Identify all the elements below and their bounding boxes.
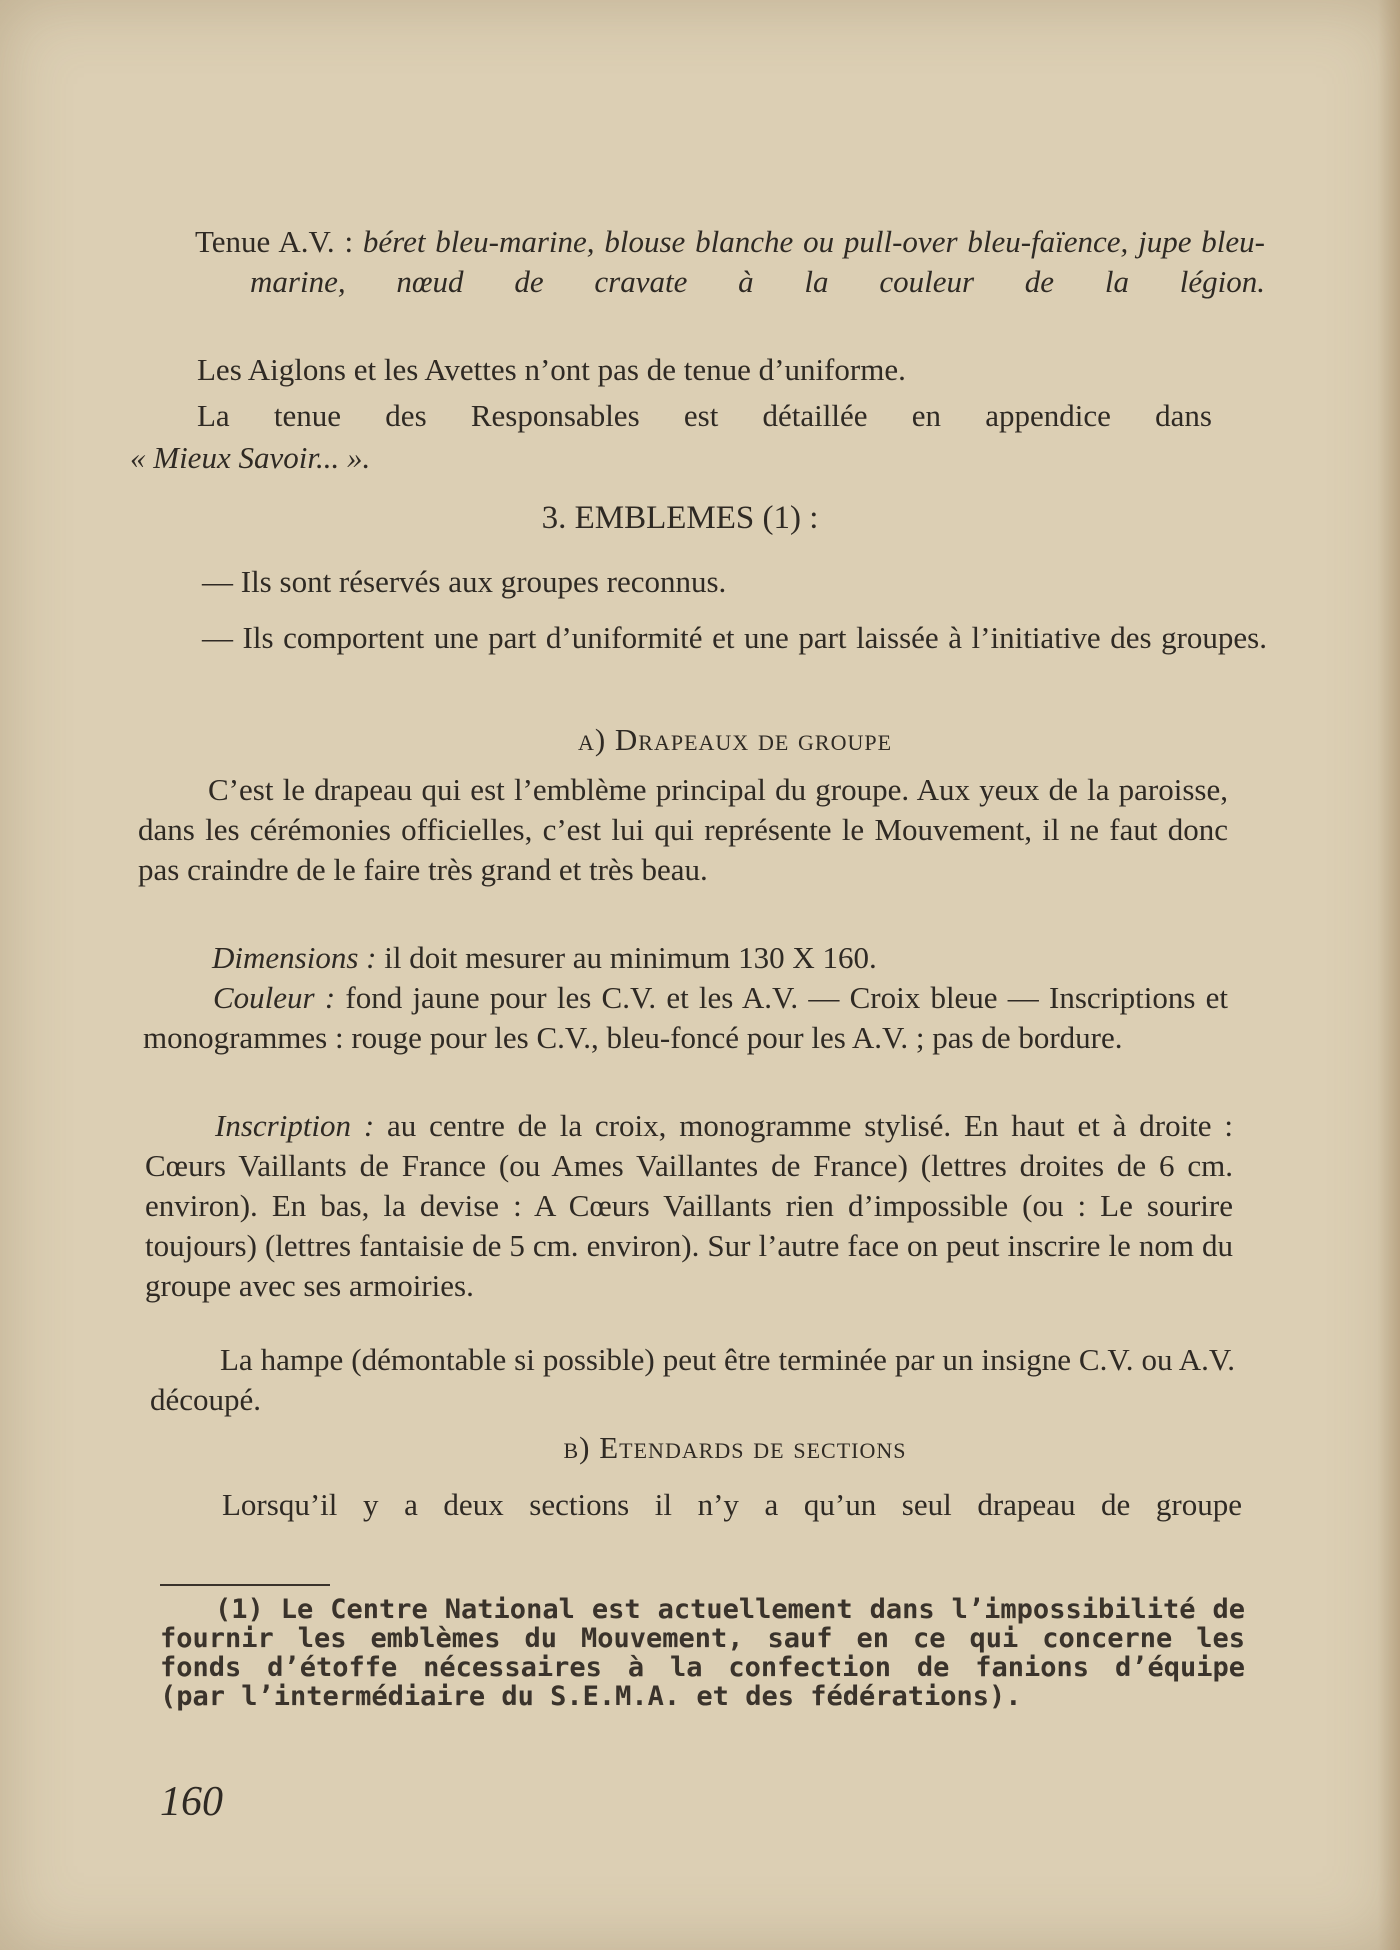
aiglons-line: Les Aiglons et les Avettes n’ont pas de tenue d’uniforme. — [197, 352, 906, 387]
couleur-paragraph — [143, 978, 1228, 1058]
hampe-paragraph: La hampe (démontable si possible) peut être terminée par un insigne C.V. ou A.V. découpé. — [150, 1342, 1235, 1417]
dimensions-label: Dimensions : — [212, 940, 377, 975]
footnote-rule — [160, 1584, 330, 1586]
mieux-savoir-line: « Mieux Savoir... ». — [130, 440, 371, 475]
tenue-description: béret bleu-marine, blouse blanche ou pull-over bleu-faïence, jupe bleu-marine, nœud de cravate à la couleur de la légion. — [250, 224, 1265, 299]
couleur-label: Couleur : — [213, 980, 336, 1015]
tenue-label: Tenue A.V. : — [195, 224, 363, 259]
bullet-2: — Ils comportent une part d’uniformité et une part laissée à l’initiative des groupes. — [202, 620, 1267, 655]
dimensions-line — [212, 938, 1212, 978]
subheading-drapeaux: a) Drapeaux de groupe — [577, 722, 893, 757]
footnote-text: (1) Le Centre National est actuellement dans l’impossibilité de fournir les emblèmes du Mouvement, sauf en ce qui concerne les fonds d’étoffe nécessaires à la confection de fanions d’équipe (par l’intermédiaire du S.E.M.A. et des fédérations). — [160, 1594, 1245, 1712]
section-heading-emblemes: 3. EMBLEMES (1) : — [541, 500, 819, 536]
bullet-1: — Ils sont réservés aux groupes reconnus. — [202, 564, 727, 599]
responsables-line: La tenue des Responsables est détaillée en appendice dans — [197, 398, 1212, 433]
drapeaux-intro: C’est le drapeau qui est l’emblème principal du groupe. Aux yeux de la paroisse, dans les cérémonies officielles, c’est lui qui représente le Mouvement, il ne faut donc pas craindre de le faire très grand et très beau. — [138, 772, 1228, 887]
couleur-text: fond jaune pour les C.V. et les A.V. — Croix bleue — Inscriptions et monogrammes : rouge pour les C.V., bleu-foncé pour les A.V. ; pas de bordure. — [143, 980, 1228, 1055]
dimensions-text: il doit mesurer au minimum 130 X 160. — [376, 940, 877, 975]
inscription-label: Inscription : — [215, 1108, 375, 1143]
page-number: 160 — [160, 1779, 223, 1825]
tenue-av-paragraph — [195, 222, 1265, 302]
page-edge-shadow — [1378, 0, 1400, 1950]
subheading-etendards: b) Etendards de sections — [563, 1430, 907, 1465]
inscription-text: au centre de la croix, monogramme stylisé. En haut et à droite : Cœurs Vaillants de France (ou Ames Vaillantes de France) (lettres droites de 6 cm. environ). En bas, la devise : A Cœurs Vaillants rien d’impossible (ou : Le sourire toujours) (lettres fantaisie de 5 cm. environ). Sur l’autre face on peut inscrire le nom du groupe avec ses armoiries. — [145, 1108, 1233, 1303]
etendards-text: Lorsqu’il y a deux sections il n’y a qu’un seul drapeau de groupe — [222, 1487, 1242, 1522]
inscription-paragraph — [145, 1106, 1233, 1306]
